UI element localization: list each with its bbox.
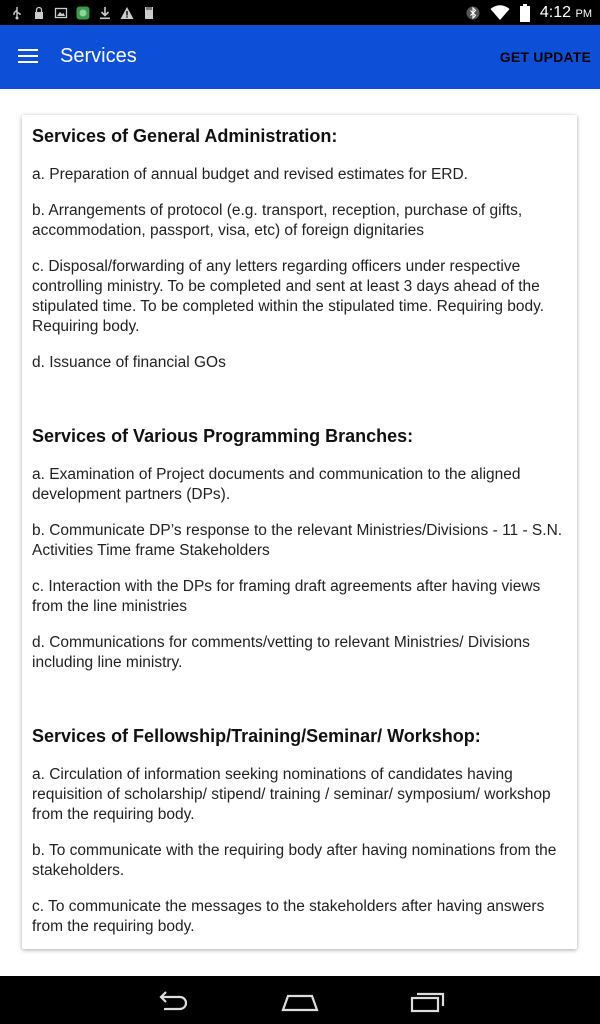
image-icon — [54, 6, 68, 20]
page-title: Services — [60, 45, 137, 67]
back-icon[interactable] — [152, 988, 192, 1014]
app-icon — [76, 6, 90, 20]
menu-icon[interactable] — [18, 49, 38, 65]
list-item: b. Communicate DP’s response to the relevant Ministries/Divisions - 11 - S.N. Activities Time frame Stakeholders — [32, 522, 563, 559]
app-bar — [0, 25, 600, 89]
recents-icon[interactable] — [408, 988, 448, 1014]
usb-icon — [10, 6, 24, 20]
section-general-administration — [32, 125, 567, 373]
status-time: 4:12 PM — [539, 3, 592, 21]
services-card[interactable] — [22, 115, 577, 949]
list-item: b. Arrangements of protocol (e.g. transport, reception, purchase of gifts, accommodation, passport, visa, etc) of foreign dignitaries — [32, 202, 523, 239]
list-item: a. Examination of Project documents and communication to the aligned development partners (DPs). — [32, 466, 521, 503]
battery-icon — [520, 4, 530, 22]
download-icon — [98, 6, 112, 20]
services-content — [22, 115, 577, 937]
status-icons-right — [466, 3, 592, 22]
section-title: Services of Fellowship/Training/Seminar/ Workshop: — [32, 726, 481, 746]
home-icon[interactable] — [280, 988, 320, 1014]
list-item: a. Preparation of annual budget and revised estimates for ERD. — [32, 166, 468, 183]
status-icons-left — [10, 3, 156, 22]
section-programming-branches — [32, 425, 567, 673]
warning-icon — [120, 6, 134, 20]
list-item: d. Communications for comments/vetting to relevant Ministries/ Divisions including line ministry. — [32, 634, 530, 671]
list-item: a. Circulation of information seeking nominations of candidates having requisition of scholarship/ stipend/ training / seminar/ symposium/ workshop from the requiring body. — [32, 766, 551, 823]
list-item: c. Disposal/forwarding of any letters regarding officers under respective controlling ministry. To be completed and sent at least 3 days ahead of the stipulated time. To be completed within the stipulated time. Requiring body. Requiring body. — [32, 258, 545, 335]
status-bar — [0, 0, 600, 25]
list-item: c. Interaction with the DPs for framing draft agreements after having views from the line ministries — [32, 578, 541, 615]
bluetooth-icon — [466, 6, 480, 20]
navigation-bar — [0, 976, 600, 1024]
lock-icon — [32, 6, 46, 20]
sdcard-icon — [142, 6, 156, 20]
get-update-button[interactable]: GET UPDATE — [499, 49, 591, 65]
section-title: Services of Various Programming Branches: — [32, 426, 414, 446]
list-item: d. Issuance of financial GOs — [32, 354, 226, 371]
section-fellowship-training — [32, 725, 567, 937]
section-title: Services of General Administration: — [32, 126, 338, 146]
list-item: c. To communicate the messages to the stakeholders after having answers from the requiring body. — [32, 898, 545, 935]
list-item: b. To communicate with the requiring body after having nominations from the stakeholders. — [32, 842, 557, 879]
wifi-icon — [490, 5, 510, 21]
